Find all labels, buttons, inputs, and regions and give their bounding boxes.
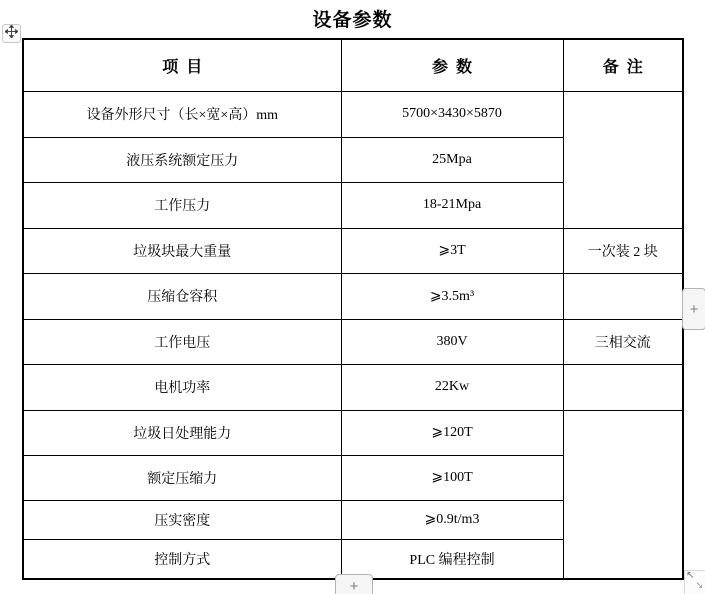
- equipment-parameters-table: [22, 38, 684, 580]
- table-move-handle[interactable]: [2, 24, 21, 43]
- remark-cell: [563, 364, 683, 410]
- param-cell: 22Kw: [341, 364, 563, 410]
- remark-cell-merged: [563, 91, 683, 228]
- param-cell: 5700×3430×5870: [341, 91, 563, 137]
- header-param: 参 数: [341, 39, 563, 91]
- table-row: [23, 364, 683, 410]
- item-cell: 垃圾块最大重量: [23, 228, 341, 273]
- param-cell: 380V: [341, 319, 563, 364]
- table-row: [23, 91, 683, 137]
- table-row: [23, 273, 683, 319]
- param-cell: ⩾100T: [341, 455, 563, 500]
- insert-column-button[interactable]: [682, 288, 705, 330]
- param-cell: PLC 编程控制: [341, 539, 563, 579]
- param-cell: 18-21Mpa: [341, 182, 563, 228]
- remark-cell: 一次装 2 块: [563, 228, 683, 273]
- move-icon: [5, 25, 18, 43]
- item-cell: 工作电压: [23, 319, 341, 364]
- item-cell: 液压系统额定压力: [23, 137, 341, 182]
- table-header-row: [23, 39, 683, 91]
- item-cell: 压缩仓容积: [23, 273, 341, 319]
- table-row: [23, 319, 683, 364]
- page-title: 设备参数: [312, 10, 393, 31]
- item-cell: 设备外形尺寸（长×宽×高）mm: [23, 91, 341, 137]
- table-resize-handle[interactable]: [684, 570, 705, 594]
- table-row: [23, 410, 683, 455]
- remark-cell: 三相交流: [563, 319, 683, 364]
- item-cell: 控制方式: [23, 539, 341, 579]
- item-cell: 压实密度: [23, 500, 341, 539]
- remark-cell-merged: [563, 410, 683, 579]
- resize-arrow-nw-icon: ↖: [686, 570, 695, 581]
- item-cell: 电机功率: [23, 364, 341, 410]
- header-remark: 备 注: [563, 39, 683, 91]
- plus-icon: +: [689, 300, 699, 318]
- item-cell: 垃圾日处理能力: [23, 410, 341, 455]
- param-cell: 25Mpa: [341, 137, 563, 182]
- table-row: [23, 228, 683, 273]
- item-cell: 工作压力: [23, 182, 341, 228]
- param-cell: ⩾120T: [341, 410, 563, 455]
- param-cell: ⩾3.5m³: [341, 273, 563, 319]
- header-item: 项 目: [23, 39, 341, 91]
- insert-row-button[interactable]: [335, 574, 373, 594]
- remark-cell: [563, 273, 683, 319]
- resize-arrow-se-icon: ↘: [695, 580, 704, 591]
- plus-icon: +: [349, 577, 359, 594]
- param-cell: ⩾0.9t/m3: [341, 500, 563, 539]
- param-cell: ⩾3T: [341, 228, 563, 273]
- item-cell: 额定压缩力: [23, 455, 341, 500]
